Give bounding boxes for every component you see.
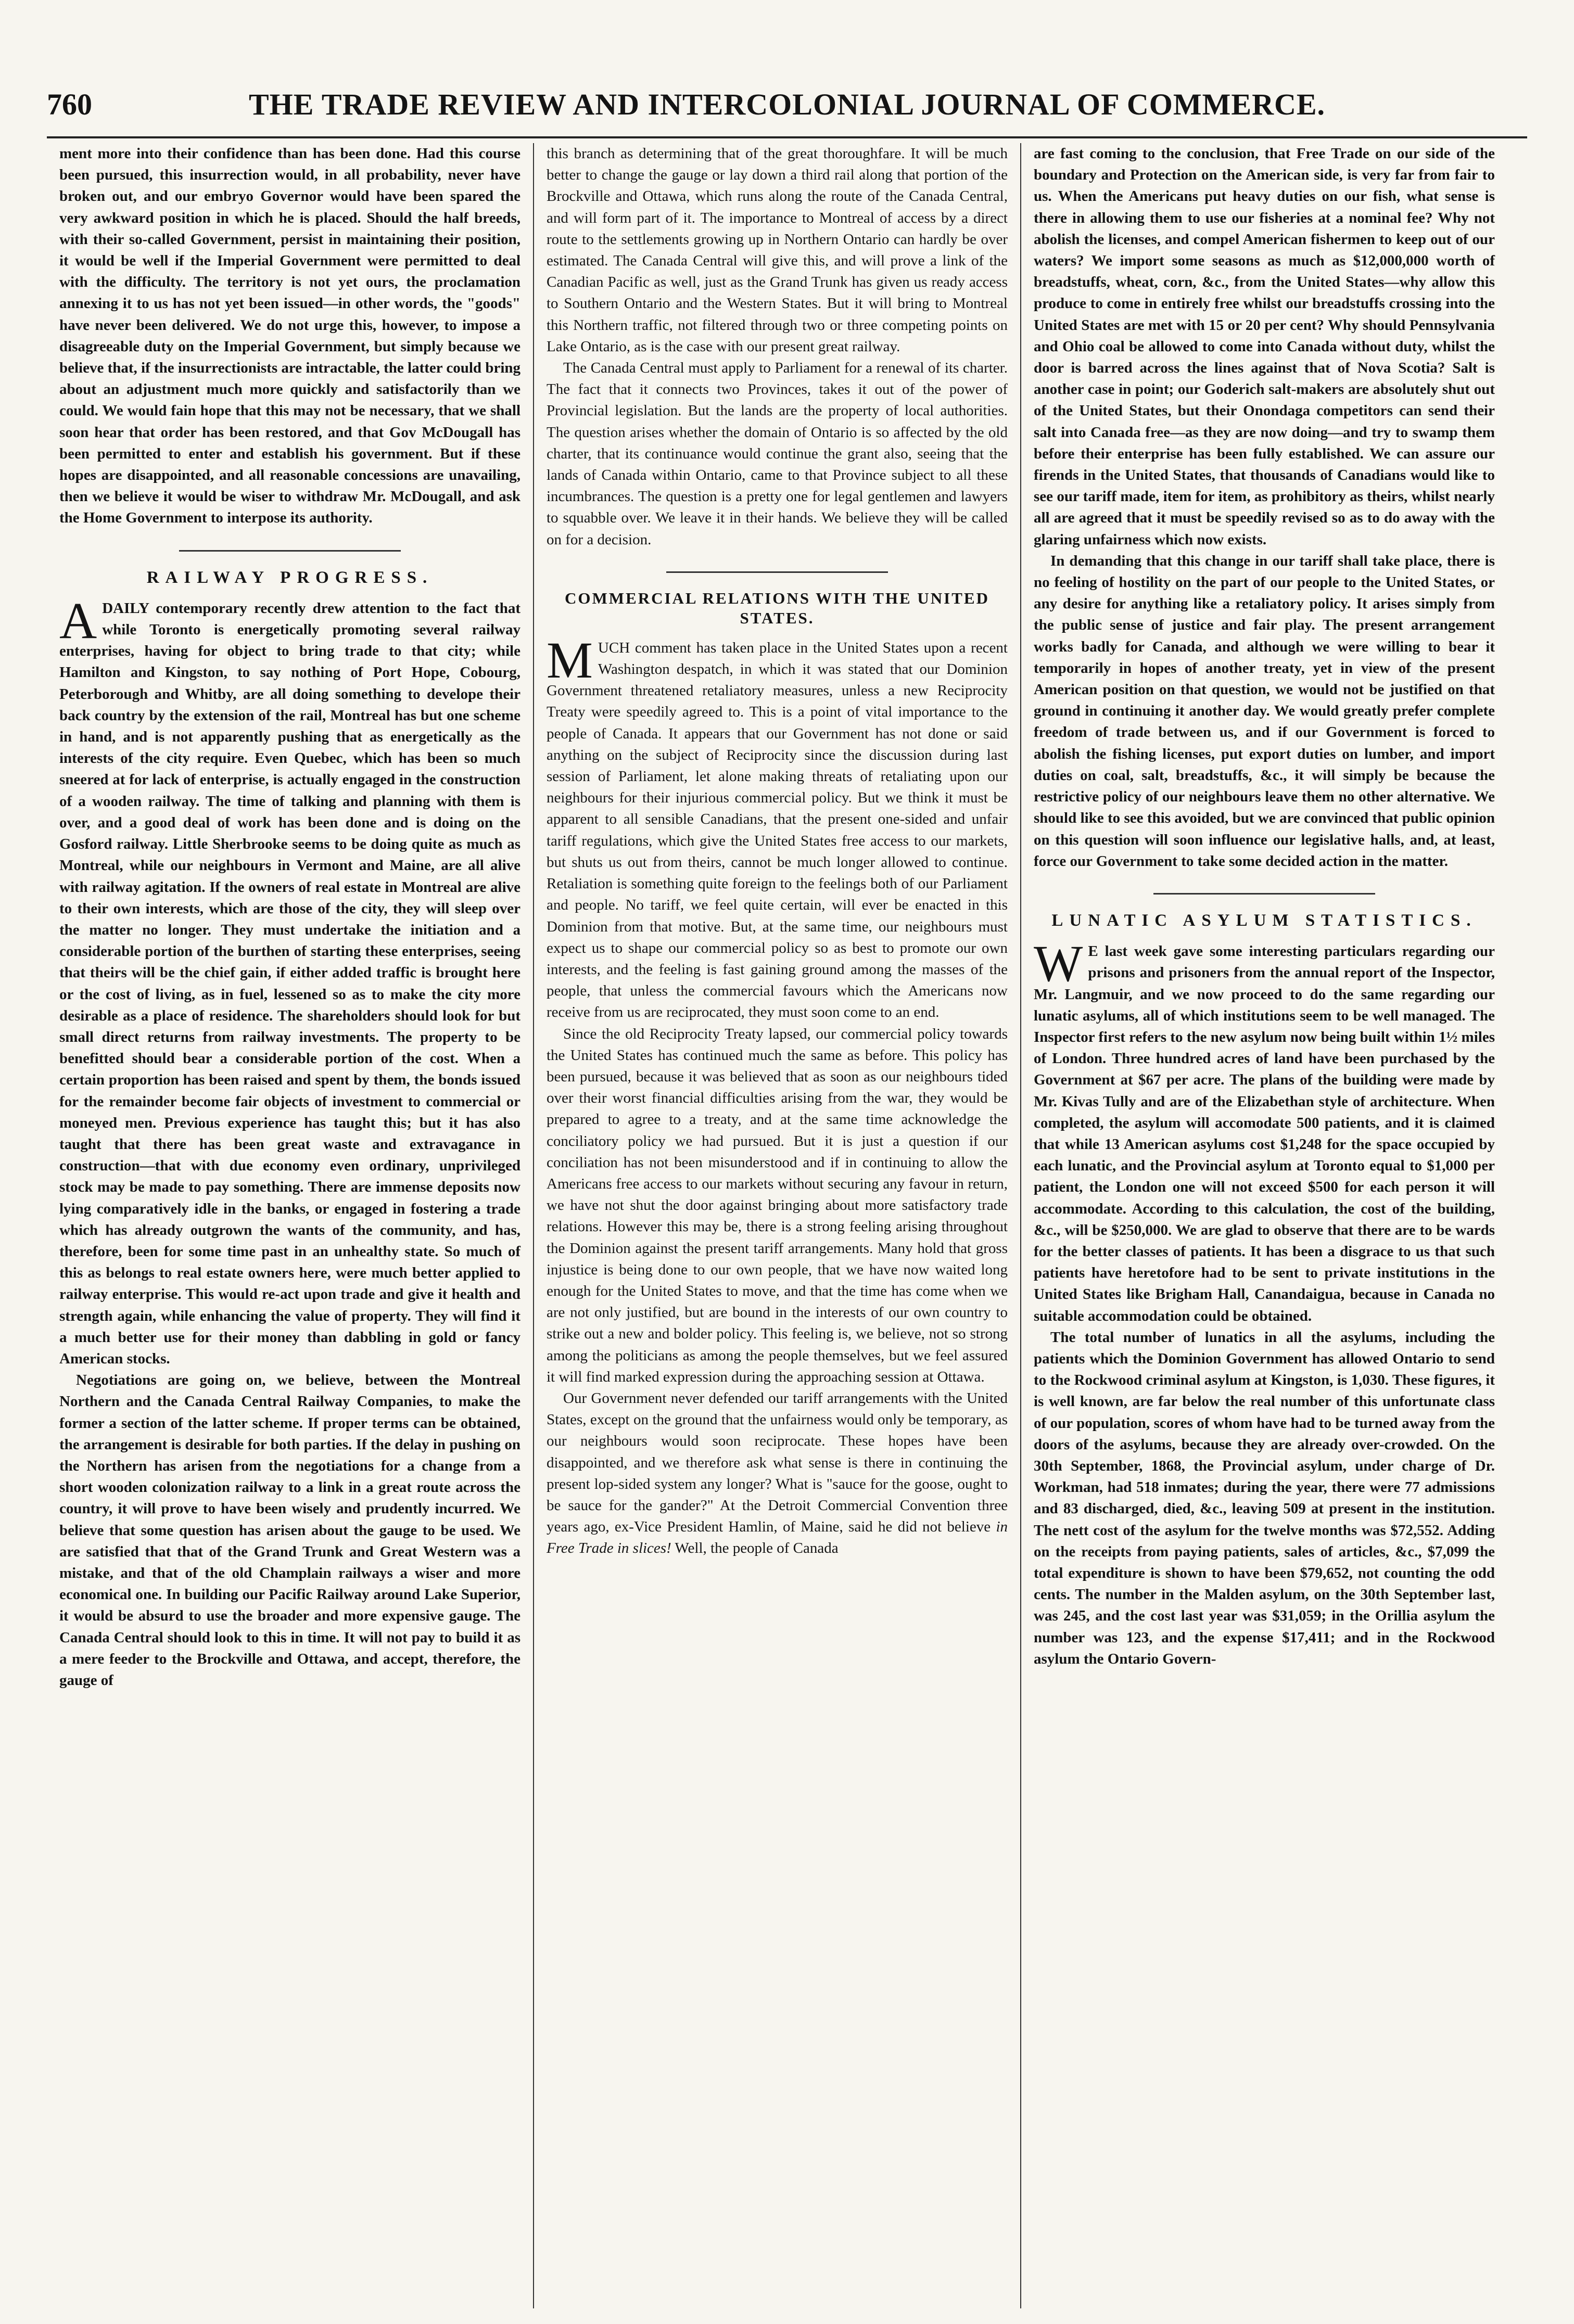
paragraph-text: UCH comment has taken place in the United States upon a recent Washington despatch, in which it was stated that our Dominion Government threatened retaliatory measures, unless a new Reciprocity Treaty were speedily agreed to. This is a point of vital importance to the people of Canada. It appears that our Government has not done or said anything on the subject of Reciprocity since the discussion during last session of Parliament, let alone making threats of retaliating upon our neighbours for their injurious commercial policy. But we think it must be apparent to all sensible Canadians, that the present one-sided and unfair tariff regulations, which give the United States free access to our markets, but shuts us out from theirs, cannot be much longer allowed to continue. Retaliation is something quite foreign to the feelings both of our Parliament and people. No tariff, we feel quite certain, will ever be enacted in this Dominion from that motive. But, at the same time, our neighbours must expect us to shape our commercial policy so as best to promote our own interests, and the feeling is fast gaining ground among the masses of the people, that unless the commercial favours which the Americans now receive from us are reciprocated, they must soon come to an end. bbox=[547, 639, 1008, 1021]
page-header bbox=[47, 78, 1527, 130]
drop-cap: M bbox=[547, 631, 593, 689]
paragraph: this branch as determining that of the great thoroughfare. It will be much better to change the gauge or lay down a third rail along that portion of the Brockville and Ottawa, which runs along the route of the Canada Central, and will form part of it. The importance to Montreal of access by a direct route to the settlements growing up in Northern Ontario can hardly be over estimated. The Canada Central will give this, and will prove a link of the Canadian Pacific as well, just as the Grand Trunk has given us ready access to Southern Ontario and the Western States. But it will bring to Montreal this Northern traffic, not filtered through two or three competing points on Lake Ontario, as is the case with our present great railway. bbox=[547, 145, 1008, 355]
section-title-commercial-relations: COMMERCIAL RELATIONS WITH THE UNITED STATES. bbox=[565, 589, 989, 627]
paragraph: The Canada Central must apply to Parliament for a renewal of its charter. The fact that it connects two Provinces, takes it out of the power of Provincial legislation. But the lands are the property of local authorities. The question arises whether the domain of Ontario is so affected by the old charter, that its continuance would continue the grant also, seeing that the lands of Canada within Ontario, came to that Province subject to all these incumbrances. The question is a pretty one for legal gentlemen and lawyers to squabble over. We leave it in their hands. We believe they will be called on for a decision. bbox=[547, 360, 1008, 548]
paragraph: Since the old Reciprocity Treaty lapsed, our commercial policy towards the United States has continued much the same as before. This policy has been pursued, because it was believed that as soon as our neighbours tided over their worst financial difficulties arising from the war, they would be prepared to agree to a treaty, and at the same time acknowledge the conciliatory policy we had pursued. But it is just a question if our conciliation has not been misunderstood and if in continuing to allow the Americans free access to our markets without securing any favour in return, we have not shut the door against bringing about more satisfactory trade relations. However this may be, there is a strong feeling arising throughout the Dominion against the present tariff arrangements. Many hold that gross injustice is being done to our own people, that we have now waited long enough for the United States to move, and that the time has come when we are not only justified, but are bound in the interests of our own country to strike out a new and bolder policy. This feeling is, we believe, not so strong among the politicians as among the people themselves, but we feel assured it will find marked expression during the approaching session at Ottawa. bbox=[547, 1025, 1008, 1385]
column-2 bbox=[534, 143, 1020, 2308]
section-title-lunatic-asylum-statistics: LUNATIC ASYLUM STATISTICS. bbox=[1051, 911, 1477, 930]
column-3 bbox=[1021, 143, 1507, 2308]
header-rule bbox=[47, 136, 1527, 138]
paragraph-text: Our Government never defended our tariff arrangements with the United States, except on the ground that the unfairness would only be temporary, as our neighbours would soon reciprocate. These hopes have been disappointed, and we therefore ask what sense is there in continuing the present lop-sided system any longer? What is "sauce for the goose, ought to be sauce for the gander?" At the Detroit Commercial Convention three years ago, ex-Vice President Hamlin, of Maine, said he did not believe bbox=[547, 1389, 1008, 1536]
section-divider bbox=[666, 571, 887, 573]
drop-cap: A bbox=[59, 591, 97, 649]
paragraph: Negotiations are going on, we believe, between the Montreal Northern and the Canada Central Railway Companies, to make the former a section of the latter scheme. If proper terms can be obtained, the arrangement is desirable for both parties. If the delay in pushing on the Northern has arisen from the negotiations for a change from a short wooden colonization railway to a link in a great route across the country, it will prove to have been wisely and prudently incurred. We believe that some question has arisen about the gauge to be used. We are satisfied that that of the Grand Trunk and Great Western was a mistake, and that of the old Champlain railways a wiser and more economical one. In building our Pacific Railway around Lake Superior, it would be absurd to use the broader and more expensive gauge. The Canada Central should look to this in time. It will not pay to build it as a mere feeder to the Brockville and Ottawa, and accept, therefore, the gauge of bbox=[59, 1372, 521, 1689]
columns bbox=[47, 143, 1527, 2308]
paragraph: ment more into their confidence than has been done. Had this course been pursued, this insurrection would, in all probability, never have broken out, and our embryo Governor would have been spared the very awkward position in which he is placed. Should the half breeds, with their so-called Government, persist in maintaining their position, it would be well if the Imperial Government were permitted to deal with the difficulty. The territory is not yet ours, the proclamation annexing it to us has not yet been issued—in other words, the "goods" have never been delivered. We do not urge this, however, to impose a disagreeable duty on the Imperial Government, but simply because we believe that, if the insurrectionists are intractable, the latter could bring about an adjustment much more quickly and satisfactorily than we could. We would fain hope that this may not be necessary, that we shall soon hear that order has been restored, and that Gov McDougall has been permitted to enter and establish his government. But if these hopes are disappointed, and all reasonable concessions are unavailing, then we believe it would be wiser to withdraw Mr. McDougall, and ask the Home Government to interpose its authority. bbox=[59, 145, 521, 527]
section-divider bbox=[179, 550, 400, 552]
running-title: THE TRADE REVIEW AND INTERCOLONIAL JOURNAL OF COMMERCE. bbox=[248, 87, 1326, 121]
paragraph-text: Well, the people of Canada bbox=[671, 1540, 839, 1557]
italic-quote: in Free Trade in slices! bbox=[547, 1518, 1008, 1557]
paragraph bbox=[547, 1388, 1008, 1560]
paragraph-text: DAILY contemporary recently drew attention to the fact that while Toronto is energetically promoting several railway enterprises, having for object to bring trade to that city; while Hamilton and Kingston, to say nothing of Port Hope, Cobourg, Peterborough and Whitby, are all doing something to develope their back country by the extension of the rail, Montreal has but one scheme in hand, and is not apparently pushing that as energetically as the interests of the city require. Even Quebec, which has been so much sneered at for lack of enterprise, is actually engaged in the construction of a wooden railway. The time of talking and planning with them is over, and a good deal of work has been done and is doing on the Gosford railway. Little Sherbrooke seems to be doing quite as much as Montreal, while our neighbours in Vermont and Maine, are all alive with railway agitation. If the owners of real estate in Montreal are alive to their own interests, which are those of the city, they will sleep over the matter no longer. They must undertake the initiation and a considerable portion of the burthen of starting these enterprises, seeing that theirs will be the chief gain, if either added traffic is brought here or the cost of living, as in fuel, lessened so as to make the city more desirable as a place of residence. The shareholders should look for but small direct returns from railway investments. The property to be benefitted should bear a considerable portion of the cost. When a certain proportion has been raised and spent by them, the bonds issued for the remainder become fair objects of investment to commercial or moneyed men. Previous experience has taught this; but it has also taught that there has been great waste and extravagance in construction—that with due economy even ordinary, unprivileged stock may be made to pay something. There are immense deposits now lying comparatively idle in the banks, or engaged in fostering a trade which has already outgrown the wants of the community, and has, therefore, been for some time past in an unhealthy state. So much of this as belongs to real estate owners here, were much better applied to railway enterprise. This would re-act upon trade and give it health and strength again, while enhancing the value of property. They will find it a much better use for their money than dabbling in gold or fancy American stocks. bbox=[59, 599, 521, 1367]
section-title-railway-progress: RAILWAY PROGRESS. bbox=[146, 568, 434, 587]
section-divider bbox=[1153, 893, 1375, 895]
drop-cap: W bbox=[1034, 935, 1083, 993]
paragraph: are fast coming to the conclusion, that Free Trade on our side of the boundary and Protection on the American side, is very far from fair to us. When the Americans put heavy duties on our fish, what sense is there in allowing them to use our fisheries at a nominal fee? Why not abolish the licenses, and compel American fishermen to keep out of our waters? We import some seasons as much as $12,000,000 worth of breadstuffs, wheat, corn, &c., from the United States—why allow this produce to come in entirely free whilst our breadstuffs crossing into the United States are met with 15 or 20 per cent? Why should Pennsylvania and Ohio coal be allowed to come into Canada without duty, whilst the door is barred across the lines against that of Nova Scotia? Salt is another case in point; our Goderich salt-makers are absolutely shut out of the United States, but their Onondaga competitors can send their salt into Canada free—as they are now doing—and try to swamp them before their enterprise has been fully established. We can assure our firends in the United States, that thousands of Canadians would like to see our tariff made, item for item, as prohibitory as theirs, whilst nearly all are agreed that it must be speedily revised so as to do away with the glaring unfairness which now exists. bbox=[1034, 145, 1495, 548]
paragraph bbox=[547, 631, 1008, 1024]
paragraph bbox=[1034, 935, 1495, 1327]
paragraph: In demanding that this change in our tariff shall take place, there is no feeling of hostility on the part of our people to the United States, or any desire for anything like a retaliatory policy. It arises simply from the public sense of justice and fair play. The present arrangement works badly for Canada, and although we were willing to bear it temporarily in hopes of another treaty, yet in view of the present American position on that question, we would not be justified on that ground in continuing it another day. We would greatly prefer complete freedom of trade between us, and if our Government is forced to abolish the fishing licenses, put export duties on lumber, and import duties on coal, salt, breadstuffs, &c., it will simply be because the restrictive policy of our neighbours leave them no other alternative. We should like to see this avoided, but we are convinced that public opinion on this question will soon influence our legislative halls, and, at least, force our Government to take some decided action in the matter. bbox=[1034, 552, 1495, 870]
paragraph bbox=[59, 591, 521, 1370]
page-number: 760 bbox=[47, 87, 92, 121]
column-1 bbox=[47, 143, 533, 2308]
paragraph-text: E last week gave some interesting particulars regarding our prisons and prisoners from the annual report of the Inspector, Mr. Langmuir, and we now proceed to do the same regarding our lunatic asylums, all of which institutions seem to be well managed. The Inspector first refers to the new asylum now being built within 1½ miles of London. Three hundred acres of land have been purchased by the Government at $67 per acre. The plans of the building were made by Mr. Kivas Tully and are of the Elizabethan style of architecture. When completed, the asylum will accomodate 500 patients, and it is claimed that while 13 American asylums cost $1,248 for the space occupied by each lunatic, and the Provincial asylum at Toronto equal to $1,000 per patient, the London one will not exceed $500 for each person it will accommodate. According to this calculation, the cost of the building, &c., will be $250,000. We are glad to observe that there are to be wards for the better classes of patients. It has been a disgrace to us that such patients have heretofore had to be sent to private institutions in the United States like Brigham Hall, Canandaigua, because in Canada no suitable accommodation could be obtained. bbox=[1034, 943, 1495, 1324]
paragraph: The total number of lunatics in all the asylums, including the patients which the Dominion Government has allowed Ontario to send to the Rockwood criminal asylum at Kingston, is 1,030. These figures, it is well known, are far below the real number of this unfortunate class of our population, scores of whom have had to be turned away from the doors of the asylums, because they are already over-crowded. On the 30th September, 1868, the Provincial asylum, under charge of Dr. Workman, had 518 inmates; during the year, there were 77 admissions and 83 discharged, died, &c., leaving 509 at present in the institution. The nett cost of the asylum for the twelve months was $72,552. Adding on the receipts from paying patients, sales of articles, &c., $7,099 the total expenditure is shown to have been $79,652, not counting the odd cents. The number in the Malden asylum, on the 30th September last, was 245, and the cost last year was $31,059; in the Orillia asylum the number was 123, and the expense $17,411; and in the Rockwood asylum the Ontario Govern- bbox=[1034, 1329, 1495, 1667]
